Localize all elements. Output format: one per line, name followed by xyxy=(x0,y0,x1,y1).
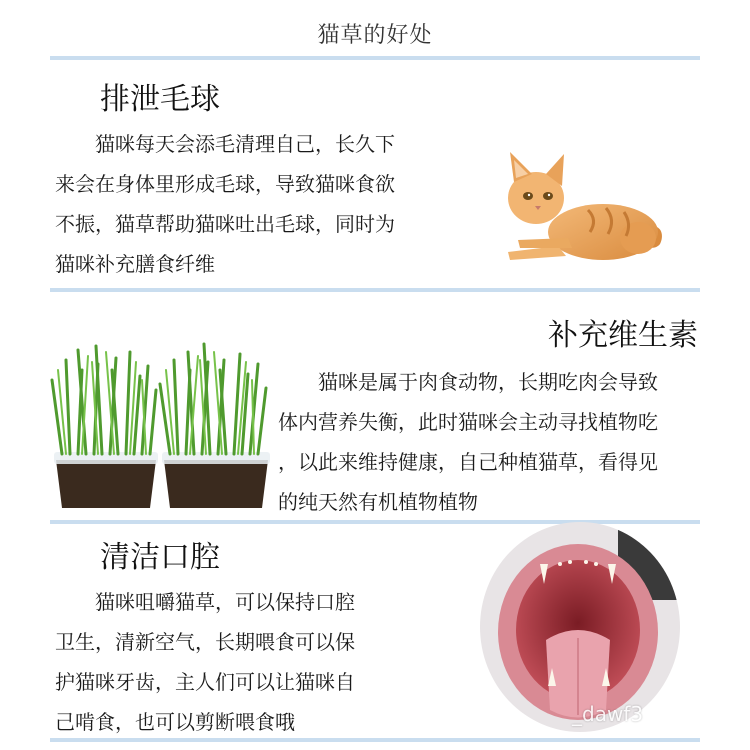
text-line: 护猫咪牙齿，主人们可以让猫咪自 xyxy=(55,670,355,694)
section-heading-oral: 清洁口腔 xyxy=(100,540,220,575)
cat-grass-pots-illustration xyxy=(48,340,273,515)
page-title: 猫草的好处 xyxy=(317,23,433,48)
text-line: ，以此来维持健康，自己种植猫草，看得见 xyxy=(278,450,658,474)
section-text-vitamins xyxy=(278,362,708,522)
text-line: 体内营养失衡，此时猫咪会主动寻找植物吃 xyxy=(278,410,658,434)
watermark: _dawf3 xyxy=(572,702,644,726)
text-line: 的纯天然有机植物植物 xyxy=(278,490,478,514)
title-divider xyxy=(50,56,700,60)
section-heading-hairball: 排泄毛球 xyxy=(100,82,220,117)
section-text-oral xyxy=(55,582,455,742)
text-line: 猫咪每天会添毛清理自己，长久下 xyxy=(95,132,395,156)
section-heading-vitamins: 补充维生素 xyxy=(548,318,698,353)
cat-illustration xyxy=(488,140,678,280)
text-line: 猫咪咀嚼猫草，可以保持口腔 xyxy=(95,590,355,614)
text-line: 来会在身体里形成毛球，导致猫咪食欲 xyxy=(55,172,395,196)
text-line: 猫咪补充膳食纤维 xyxy=(55,252,215,276)
bottom-divider xyxy=(50,738,700,742)
text-line: 卫生，清新空气，长期喂食可以保 xyxy=(55,630,355,654)
text-line: 不振，猫草帮助猫咪吐出毛球，同时为 xyxy=(55,212,395,236)
text-line: 猫咪是属于肉食动物，长期吃肉会导致 xyxy=(318,370,658,394)
section-divider xyxy=(50,288,700,292)
section-text-hairball xyxy=(55,124,455,284)
text-line: 己啃食，也可以剪断喂食哦 xyxy=(55,710,295,734)
